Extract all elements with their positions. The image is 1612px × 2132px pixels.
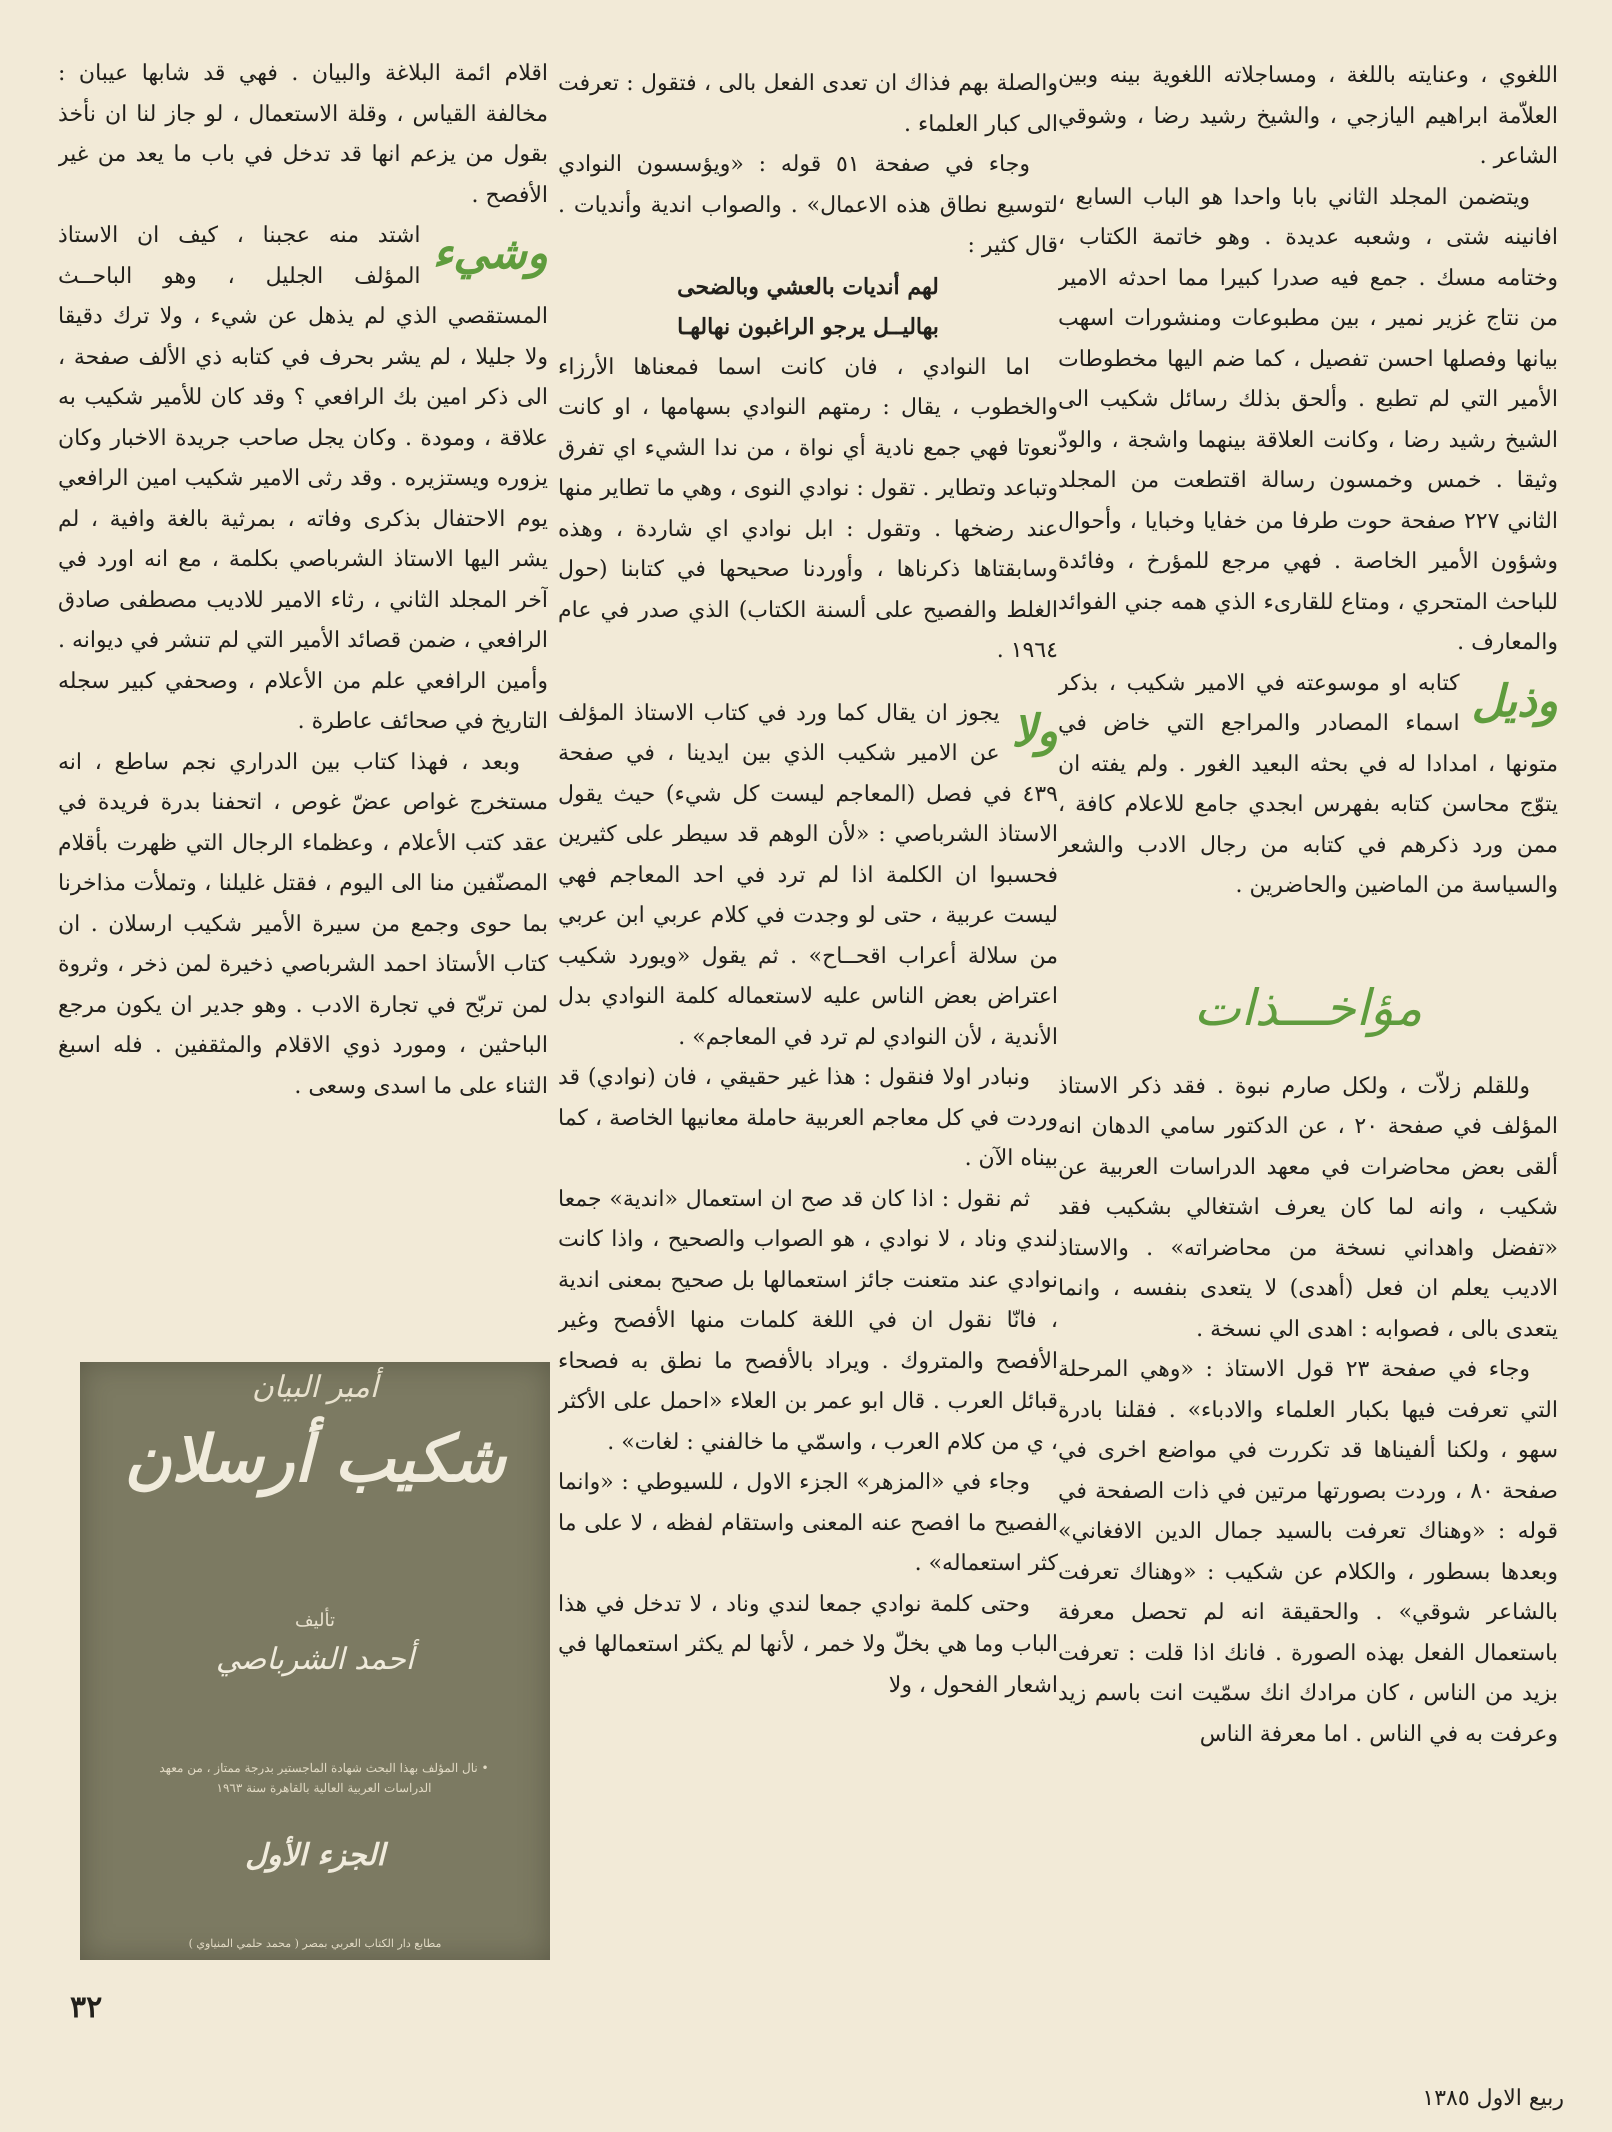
section-heading-muakhadhat: مؤاخـــذات [1193,978,1423,1037]
paragraph: ونبادر اولا فنقول : هذا غير حقيقي ، فان (نوادي) قد وردت في كل معاجم العربية حاملة معانيها الخاصة ، كما بيناه الآن . [558,1065,1058,1171]
book-publisher: مطابع دار الكتاب العربي بمصر ( محمد حلمي المنياوي ) [188,1937,442,1950]
shay-lead-word: وشيء [432,228,548,279]
paragraph: وحتى كلمة نوادي جمعا لندي وناد ، لا تدخل في هذا الباب وما هي بخلّ ولا خمر ، لأنها لم يكثر استعمالها في اشعار الفحول ، ولا [558,1591,1058,1698]
book-cover-image [80,1362,550,1960]
paragraph: ويتضمن المجلد الثاني بابا واحدا هو الباب السابع ، افانينه شتى ، وشعبه عديدة . وهو خاتمة الكتاب ، وختامه مسك . جمع فيه صدرا كبيرا مما احدثه الامير من نتاج غزير نمير ، بين مطبوعات ومنشورات اسهب بيانها وفصلها احسن تفصيل ، كما ضم اليها مخطوطات الأمير التي لم تطبع . وألحق بذلك رسائل شكيب الى الشيخ رشيد رضا ، وكانت العلاقة بينهما واشجة ، والودّ وثيقا . خمس وخمسون رسالة اقتطعت من المجلد الثاني ٢٢٧ صفحة حوت طرفا من خفايا وخبايا ، وأحوال وشؤون الأمير الخاصة . فهي مرجع للمؤرخ ، وفائدة للباحث المتحري ، ومتاع للقارىء الذي همه جني الفوائد والمعارف . [1058,184,1558,655]
book-title: شكيب أرسلان [124,1422,506,1497]
shay-text: اشتد منه عجبنا ، كيف ان الاستاذ المؤلف الجليل ، وهو الباحــث المستقصي الذي لم يذهل عن شيء ، ولا ترك دقيقا ولا جليلا ، لم يشر بحرف في كتابه ذي الألف صفحة ، الى ذكر امين بك الرافعي ؟ وقد كان للأمير شكيب به علاقة ، ومودة . وكان يجل صاحب جريدة الاخبار وكان يزوره ويستزيره . وقد رثى الامير شكيب امين الرافعي يوم الاحتفال بذكرى وفاته ، بمرثية بالغة وافية ، لم يشر اليها الاستاذ الشرباصي بكلمة ، مع انه اورد في آخر المجلد الثاني ، رثاء الامير للاديب مصطفى صادق الرافعي ، ضمن قصائد الأمير التي لم تنشر في ديوانه . وأمين الرافعي علم من الأعلام ، وصحفي كبير سجله التاريخ في صحائف عاطرة . [58,223,548,734]
wala-lead-word: ولا [1011,705,1058,757]
book-part-label: الجزء الأول [245,1838,385,1873]
book-note: • نال المؤلف بهذا البحث شهادة الماجستير بدرجة ممتاز ، من معهد الدراسات العربية العالية بالقاهرة سنة ١٩٦٣ [159,1761,489,1795]
page-number: ٣٢ [70,1990,103,2025]
column-right [1058,56,1558,2074]
paragraph: وجاء في «المزهر» الجزء الاول ، للسيوطي : «وانما الفصيح ما افصح عنه المعنى واستقام لفظه ، لا على ما كثر استعماله» . [558,1470,1058,1576]
paragraph-wala [558,694,1058,1059]
dhayl-lead-word: وذيل [1471,675,1558,727]
paragraph: وللقلم زلاّت ، ولكل صارم نبوة . فقد ذكر الاستاذ المؤلف في صفحة ٢٠ ، عن الدكتور سامي الدهان انه ألقى بعض محاضرات في معهد الدراسات العربية عن شكيب ، وانه لما كان يعرف اشتغالي بشكيب فقد «تفضل واهداني نسخة من محاضراته» . والاستاذ الاديب يعلم ان فعل (أهدى) لا يتعدى بنفسه ، وانما يتعدى بالى ، فصوابه : اهدى الي نسخة . [1058,1073,1558,1342]
dhayl-text: كتابه او موسوعته في الامير شكيب ، بذكر اسماء المصادر والمراجع التي خاض في متونها ، امدادا له في بحثه البعيد الغور . ولم يفته ان يتوّج محاسن كتابه بفهرس ابجدي جامع للاعلام كافة ، ممن ورد ذكرهم في كتابه من رجال الادب والشعر والسياسة من الماضين والحاضرين . [1058,670,1558,898]
verse-line: لهم أنديات بالعشي وبالضحى [677,273,939,300]
column-middle [558,64,1058,2008]
paragraph-shay [58,216,548,743]
paragraph: والصلة بهم فذاك ان تعدى الفعل بالى ، فتقول : تعرفت الى كبار العلماء . [558,71,1058,137]
paragraph: ثم نقول : اذا كان قد صح ان استعمال «اندية» جمعا لندي وناد ، لا نوادي ، هو الصواب والصحيح ، واذا كانت نوادي عند متعنت جائز استعمالها بل صحيح بمعنى اندية ، فانّا نقول ان في اللغة كلمات منها الأفصح وغير الأفصح والمتروك . ويراد بالأفصح ما نطق به فصحاء قبائل العرب . قال ابو عمر بن العلاء «احمل على الأكثر ، ي من كلام العرب ، واسمّي ما خالفني : لغات» . [558,1186,1058,1455]
paragraph: وجاء في صفحة ٥١ قوله : «ويؤسسون النوادي لتوسيع نطاق هذه الاعمال» . والصواب اندية وأنديات . قال كثير : [558,152,1058,258]
column-left [58,54,548,1304]
book-author: أحمد الشرباصي [215,1642,415,1677]
paragraph: اما النوادي ، فان كانت اسما فمعناها الأرزاء والخطوب ، يقال : رمتهم النوادي بسهامها ، او كانت نعوتا فهي جمع نادية أي نواة ، من ندا الشيء اي تفرق وتباعد وتطاير . تقول : نوادي النوى ، وهي ما تطاير منها عند رضخها . وتقول : ابل نوادي اي شاردة ، وهذه وسابقتاها ذكرناها ، وأوردنا صحيحها في كتابنا (حول الغلط والفصيح على ألسنة الكتاب) الذي صدر في عام ١٩٦٤ . [558,354,1058,663]
paragraph-dhayl [1058,664,1558,907]
footer-date: ربيع الاول ١٣٨٥ [1422,2086,1564,2111]
paragraph: وبعد ، فهذا كتاب بين الدراري نجم ساطع ، انه مستخرج غواص عضّ غوص ، اتحفنا بدرة فريدة في عقد كتب الأعلام ، وعظماء الرجال التي ظهرت بأقلام المصنّفين منا الى اليوم ، فقتل غليلنا ، وتملأت مذاخرنا بما حوى وجمع من سيرة الأمير شكيب ارسلان . ان كتاب الأستاذ احمد الشرباصي ذخيرة لمن ذخر ، وثروة لمن تربّح في تجارة الادب . وهو جدير ان يكون مرجع الباحثين ، ومورد ذوي الاقلام والمثقفين . فله اسبغ الثناء على ما اسدى وسعى . [58,749,548,1099]
paragraph: اللغوي ، وعنايته باللغة ، ومساجلاته اللغوية بينه وبين العلاّمة ابراهيم اليازجي ، والشيخ رشيد رضا ، وشوقي الشاعر . [1058,63,1558,169]
book-by-label: تأليف [294,1610,336,1631]
wala-text: يجوز ان يقال كما ورد في كتاب الاستاذ المؤلف عن الامير شكيب الذي بين ايدينا ، في صفحة ٤٣٩ في فصل (المعاجم ليست كل شيء) حيث يقول الاستاذ الشرباصي : «لأن الوهم قد سيطر على كثيرين فحسبوا ان الكلمة اذا لم ترد في احد المعاجم فهي ليست عربية ، حتى لو وجدت في كلام عربي ابن عربي من سلالة أعراب اقحــاح» . ثم يقول «ويورد شكيب اعتراض بعض الناس عليه لاستعماله كلمة النوادي بدل الأندية ، لأن النوادي لم ترد في المعاجم» . [558,700,1058,1050]
verse-line: بهاليــل يرجو الراغبون نهالهـا [677,314,939,340]
paragraph: وجاء في صفحة ٢٣ قول الاستاذ : «وهي المرحلة التي تعرفت فيها بكبار العلماء والادباء» . فقلنا بادرة سهو ، ولكنا ألفيناها قد تكررت في مواضع اخرى في صفحة ٨٠ ، وردت بصورتها مرتين في ذات الصفحة في قوله : «وهناك تعرفت بالسيد جمال الدين الافغاني» وبعدها بسطور ، والكلام عن شكيب : «وهناك تعرفت بالشاعر شوقي» . والحقيقة انه لم تحصل معرفة باستعمال الفعل بهذه الصورة . فانك اذا قلت : تعرفت بزيد من الناس ، كان مرادك انك سمّيت انت باسم زيد وعرفت به في الناس . اما معرفة الناس [1058,1357,1558,1747]
paragraph: اقلام ائمة البلاغة والبيان . فهي قد شابها عيبان : مخالفة القياس ، وقلة الاستعمال ، لو جاز لنا ان نأخذ بقول من يزعم انها قد تدخل في باب ما يعد من غير الأفصح . [58,61,548,208]
book-series-title: أمير البيان [251,1370,379,1405]
